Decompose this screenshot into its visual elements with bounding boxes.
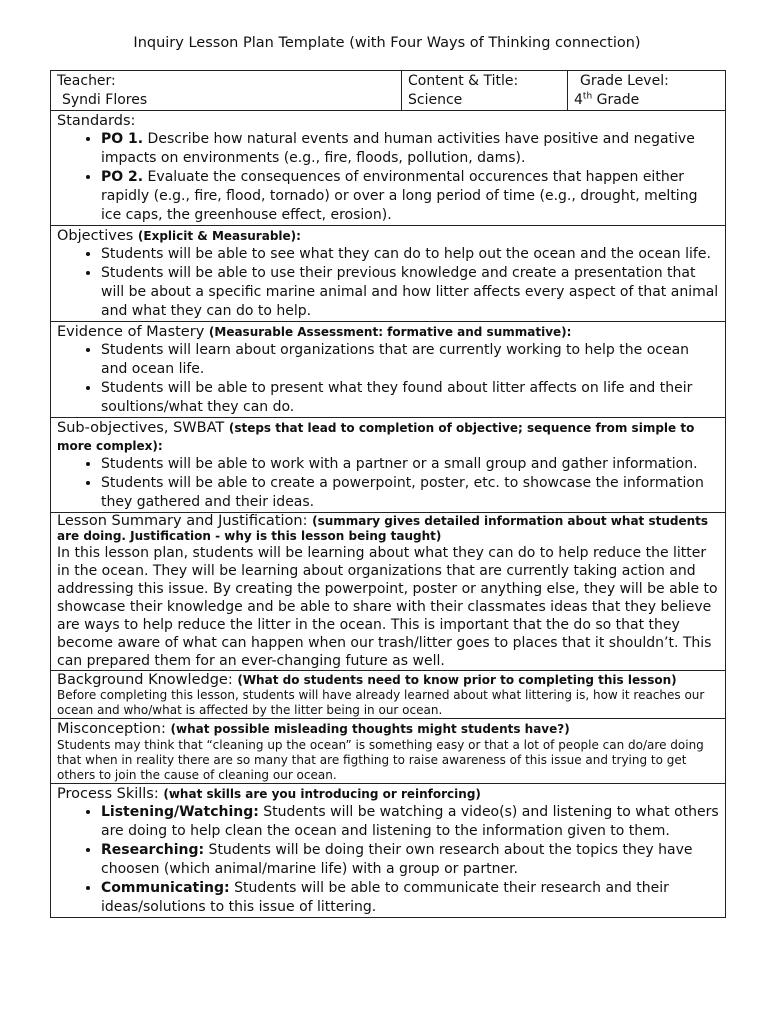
skill-name: Researching:	[101, 842, 205, 858]
skill-text: Students will be able to communicate their research and their ideas/solutions to this issue of littering.	[101, 880, 669, 915]
background-cell	[51, 671, 726, 719]
skill-text: Students will be watching a video(s) and listening to what others are doing to help clean the ocean and listening to the information given to them.	[101, 804, 719, 839]
process-note: (what skills are you introducing or reinforcing)	[163, 787, 481, 801]
skill-name: Listening/Watching:	[101, 804, 259, 820]
objectives-label: Objectives	[57, 228, 138, 244]
skill-text: Students will be doing their own research about the topics they have choosen (which animal/marine life) with a group or partner.	[101, 842, 693, 877]
misconception-note: (what possible misleading thoughts might students have?)	[170, 722, 570, 736]
subobjectives-list	[57, 455, 719, 512]
subobjectives-note: (steps that lead to completion of objective; sequence from simple to more complex):	[57, 421, 695, 453]
list-item	[101, 879, 719, 917]
content-cell	[402, 71, 568, 111]
background-note: (What do students need to know prior to completing this lesson)	[237, 673, 677, 687]
list-item: • Students will be able to work with a partner or a small group and gather information.	[101, 455, 719, 474]
standard-code: PO 2.	[101, 169, 144, 185]
lesson-plan-table	[50, 70, 726, 918]
subobjectives-row	[51, 418, 726, 513]
misconception-text: Students may think that “cleaning up the ocean” is something easy or that a lot of people can do/are doing that when in reality there are so many that are figthing to raise awareness of this issue and trying to get others to join the cause of cleaning our ocean.	[57, 738, 704, 782]
process-cell	[51, 784, 726, 918]
content-value: Science	[408, 92, 463, 108]
objectives-cell	[51, 226, 726, 322]
list-item	[101, 841, 719, 879]
standard-code: PO 1.	[101, 131, 144, 147]
misconception-heading	[57, 720, 719, 738]
evidence-note: (Measurable Assessment: formative and summative):	[208, 325, 572, 339]
teacher-cell	[51, 71, 402, 111]
summary-heading	[57, 514, 719, 544]
objectives-heading	[57, 227, 719, 245]
document-title: Inquiry Lesson Plan Template (with Four Ways of Thinking connection)	[133, 35, 641, 51]
list-item: • Students will be able to see what they can do to help out the ocean and the ocean life.	[101, 245, 719, 264]
misconception-label: Misconception:	[57, 721, 171, 737]
skill-name: Communicating:	[101, 880, 230, 896]
background-row	[51, 671, 726, 719]
teacher-name: Syndi Flores	[62, 92, 148, 108]
list-item: • Students will learn about organizations that are currently working to help the ocean and ocean life.	[101, 341, 719, 379]
list-item	[101, 130, 719, 168]
grade-suffix: th	[582, 91, 593, 102]
standards-cell	[51, 111, 726, 226]
standards-row	[51, 111, 726, 226]
list-item	[101, 803, 719, 841]
objectives-row	[51, 226, 726, 322]
subobjectives-cell	[51, 418, 726, 513]
grade-cell	[568, 71, 726, 111]
list-item: • Students will be able to create a powerpoint, poster, etc. to showcase the information they gathered and their ideas.	[101, 474, 719, 512]
process-list	[57, 803, 719, 917]
process-row	[51, 784, 726, 918]
grade-word: Grade	[596, 92, 640, 108]
list-item: • Students will be able to use their previous knowledge and create a presentation that will be about a specific marine animal and how litter affects every aspect of that animal and what they can do to help.	[101, 264, 719, 321]
standard-text: Describe how natural events and human activities have positive and negative impacts on environments (e.g., fire, floods, pollution, dams).	[101, 131, 695, 166]
standards-label: Standards:	[57, 113, 136, 129]
grade-value	[574, 91, 719, 110]
evidence-cell	[51, 322, 726, 418]
background-text: Before completing this lesson, students will have already learned about what littering is, how it reaches our ocean and who/what is affected by the litter being in our ocean.	[57, 688, 705, 717]
standard-text: Evaluate the consequences of environmental occurences that happen either rapidly (e.g., fire, flood, tornado) or over a long period of time (e.g., drought, melting ice caps, the greenhouse effect, erosion).	[101, 169, 698, 223]
standards-list	[57, 130, 719, 225]
content-label: Content & Title:	[408, 73, 519, 89]
background-heading	[57, 672, 719, 688]
summary-note: (summary gives detailed information about what students are doing. Justification - why is this lesson being taught)	[57, 514, 709, 543]
summary-text: In this lesson plan, students will be learning about what they can do to help reduce the litter in the ocean. They will be learning about organizations that are currently taking action and addressing this issue. By creating the powerpoint, poster or anything else, they will be able to showcase their knowledge and be able to share with their classmates ideas that they believe are ways to help reduce the litter in the ocean. This is important that the do so that they become aware of what can happen when our trash/litter goes to places that it shouldn’t. This can prepared them for an ever-changing future as well.	[57, 545, 718, 669]
subobjectives-heading	[57, 419, 719, 455]
summary-label: Lesson Summary and Justification:	[57, 513, 313, 529]
process-heading	[57, 785, 719, 803]
list-item: • Students will be able to present what they found about litter affects on life and their soultions/what they can do.	[101, 379, 719, 417]
summary-cell	[51, 513, 726, 671]
misconception-cell	[51, 719, 726, 784]
background-label: Background Knowledge:	[57, 672, 238, 688]
objectives-list	[57, 245, 719, 321]
grade-label: Grade Level:	[580, 73, 669, 89]
objectives-note: (Explicit & Measurable):	[137, 229, 301, 243]
process-label: Process Skills:	[57, 786, 164, 802]
summary-row	[51, 513, 726, 671]
evidence-row	[51, 322, 726, 418]
evidence-heading	[57, 323, 719, 341]
evidence-list	[57, 341, 719, 417]
teacher-label: Teacher:	[57, 73, 116, 89]
evidence-label: Evidence of Mastery	[57, 324, 209, 340]
grade-number: 4	[574, 92, 583, 108]
subobjectives-label: Sub-objectives, SWBAT	[57, 420, 229, 436]
list-item	[101, 168, 719, 225]
header-row	[51, 71, 726, 111]
misconception-row	[51, 719, 726, 784]
